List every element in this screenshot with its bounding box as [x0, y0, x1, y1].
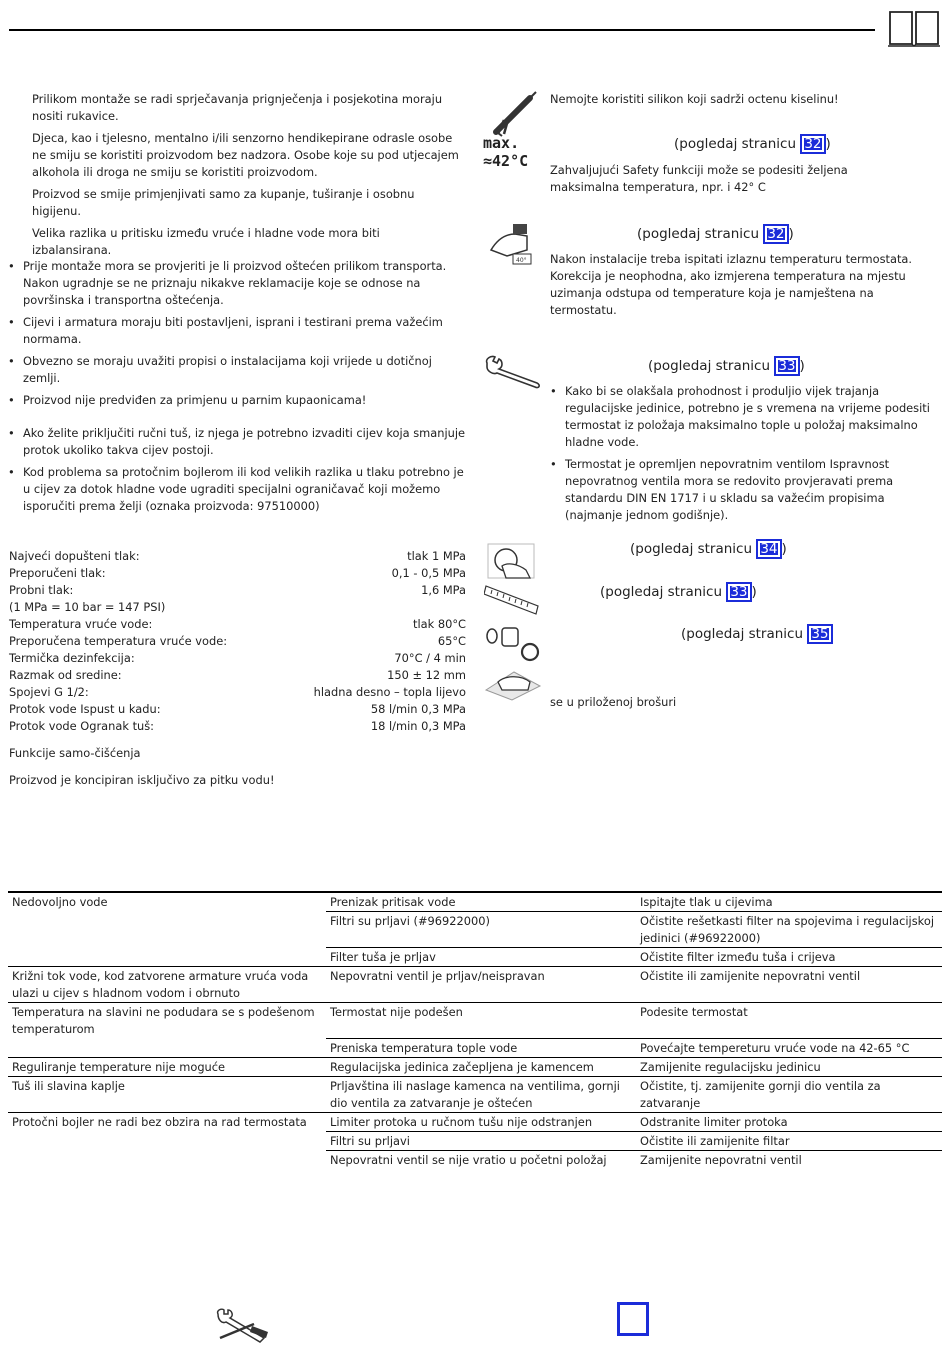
- spec-value: 1,6 MPa: [421, 583, 466, 597]
- spec-value: 18 l/min 0,3 MPa: [370, 719, 466, 733]
- page-ref-text: (pogledaj stranicu: [674, 136, 801, 152]
- safety-function-text: Zahvaljujući Safety funkciji može se podesiti željena maksimalna temperatura, npr. i 42° C: [550, 163, 848, 194]
- tools-icon: [214, 1308, 274, 1348]
- page-ref-number[interactable]: 32: [763, 224, 788, 244]
- table-cell-cause: Filter tuša je prljav: [326, 948, 636, 967]
- max-label: max.: [483, 134, 520, 152]
- drinking-water-text: Proizvod je koncipiran isključivo za pitku vodu!: [9, 773, 275, 787]
- table-cell-cause: Nepovratni ventil se nije vratio u početni položaj: [326, 1151, 636, 1170]
- spec-label: Probni tlak:: [9, 583, 74, 597]
- cleaning-hand-icon: [484, 668, 542, 702]
- table-cell-cause: Filtri su prljavi: [326, 1132, 636, 1151]
- table-cell-fix: Očistite ili zamijenite filtar: [636, 1132, 942, 1151]
- silicone-warning: Nemojte koristiti silikon koji sadrži octenu kiselinu!: [550, 92, 839, 106]
- mounting-bullet: • Prije montaže mora se provjeriti je li proizvod oštećen prilikom transporta. Nakon ugradnje se ne priznaju nikakve reklamacije koje se odnose na površinska i transportna oštećenja.: [8, 258, 466, 309]
- scale-icon: [484, 584, 540, 616]
- table-cell-problem: Križni tok vode, kod zatvorene armature vruća voda ulazi u cijev s hladnom vodom i obrnuto: [8, 967, 326, 1003]
- table-cell-fix: Odstranite limiter protoka: [636, 1113, 942, 1132]
- spec-label: Razmak od sredine:: [9, 668, 122, 682]
- safety-paragraph: Velika razlika u pritisku između vruće i hladne vode mora biti izbalansirana.: [32, 226, 380, 257]
- spec-value: 58 l/min 0,3 MPa: [370, 702, 466, 716]
- spec-row: [9, 684, 466, 701]
- page-ref-number[interactable]: 35: [807, 624, 832, 644]
- table-cell-fix: Očistite ili zamijenite nepovratni ventil: [636, 967, 942, 1003]
- handle-hand-icon: [486, 542, 536, 580]
- page-ref-number[interactable]: 34: [756, 539, 781, 559]
- table-cell-problem: [8, 912, 326, 948]
- page-ref-number[interactable]: 33: [774, 356, 799, 376]
- spec-label: Preporučeni tlak:: [9, 566, 106, 580]
- page-ref-number[interactable]: 32: [800, 134, 825, 154]
- table-cell-cause: Regulacijska jedinica začepljena je kamencem: [326, 1058, 636, 1077]
- spec-row: [9, 616, 466, 633]
- maintenance-bullet: • Kako bi se olakšala prohodnost i produljio vijek trajanja regulacijske jedinice, potrebno je s vremena na vrijeme podesiti termostat iz položaja maksimalno tople u položaj maksimalno hladne vode.: [550, 383, 942, 451]
- table-cell-problem: Protočni bojler ne radi bez obzira na rad termostata: [8, 1113, 326, 1132]
- spec-row: [9, 701, 466, 718]
- book-icon: [886, 8, 942, 48]
- table-cell-problem: Tuš ili slavina kaplje: [8, 1077, 326, 1113]
- brochure-text: se u priloženoj brošuri: [550, 695, 677, 709]
- spec-label: Termička dezinfekcija:: [9, 651, 135, 665]
- silicone-gun-icon: [490, 90, 538, 138]
- mounting-bullet: • Cijevi i armatura moraju biti postavljeni, isprani i testirani prema važećim normama.: [8, 314, 466, 348]
- spec-row: [9, 718, 466, 735]
- safety-section: [32, 91, 462, 264]
- mounting-bullet: • Obvezno se moraju uvažiti propisi o instalacijama koji vrijede u dotičnoj zemlji.: [8, 353, 466, 387]
- table-row: [8, 1113, 942, 1132]
- spec-row: [9, 582, 466, 599]
- spec-label: Protok vode Ogranak tuš:: [9, 719, 155, 733]
- table-cell-fix: Očistite, tj. zamijenite gornji dio ventila za zatvaranje: [636, 1077, 942, 1113]
- safety-paragraph: Proizvod se smije primjenjivati samo za kupanje, tuširanje i osobnu higijenu.: [32, 187, 415, 218]
- table-row: [8, 1003, 942, 1039]
- header-rule: [9, 29, 875, 31]
- spec-value: 65°C: [437, 634, 466, 648]
- spec-row: [9, 565, 466, 582]
- table-cell-fix: Očistite filter između tuša i crijeva: [636, 948, 942, 967]
- spec-row: [9, 599, 466, 616]
- table-row: [8, 1132, 942, 1151]
- table-cell-fix: Očistite rešetkasti filter na spojevima i regulacijskoj jedinici (#96922000): [636, 912, 942, 948]
- parts-icon: [484, 622, 542, 662]
- table-cell-problem: [8, 1039, 326, 1058]
- mounting-bullet: • Proizvod nije predviđen za primjenu u parnim kupaonicama!: [8, 392, 466, 409]
- table-cell-problem: [8, 1151, 326, 1170]
- note-bullet: • Kod problema sa protočnim bojlerom ili kod velikih razlika u tlaku potrebno je u cijev za dotok hladne vode ugraditi specijalni ograničavač koji možemo isporučiti prema želji (oznaka proizvoda: 97510000): [8, 464, 466, 515]
- spec-label: Najveći dopušteni tlak:: [9, 549, 140, 563]
- table-row: [8, 892, 942, 912]
- spec-value: 150 ± 12 mm: [387, 668, 466, 682]
- spec-row: [9, 633, 466, 650]
- spec-value: hladna desno – topla lijevo: [313, 685, 466, 699]
- page-ref-text: (pogledaj stranicu: [600, 584, 727, 600]
- table-row: [8, 1058, 942, 1077]
- table-row: [8, 1039, 942, 1058]
- table-cell-cause: Limiter protoka u ručnom tušu nije odstranjen: [326, 1113, 636, 1132]
- mounting-section: [8, 258, 466, 414]
- spec-value: 0,1 - 0,5 MPa: [391, 566, 466, 580]
- page-ref-text: (pogledaj stranicu: [630, 541, 757, 557]
- wrench-icon: [483, 355, 543, 389]
- page-number-box: [617, 1302, 649, 1336]
- page-ref[interactable]: (pogledaj stranicu 33 ): [600, 584, 757, 600]
- page-ref[interactable]: (pogledaj stranicu 32 ): [637, 226, 794, 242]
- spec-value: tlak 80°C: [413, 617, 466, 631]
- table-cell-problem: Nedovoljno vode: [8, 892, 326, 912]
- table-cell-fix: Podesite termostat: [636, 1003, 942, 1039]
- thermostat-hand-icon: [487, 220, 535, 266]
- spec-label: Preporučena temperatura vruće vode:: [9, 634, 228, 648]
- table-cell-problem: [8, 948, 326, 967]
- table-cell-cause: Filtri su prljavi (#96922000): [326, 912, 636, 948]
- spec-label: Temperatura vruće vode:: [9, 617, 153, 631]
- maintenance-section: [550, 383, 942, 529]
- page-ref-text: (pogledaj stranicu: [681, 626, 808, 642]
- page-ref-text: (pogledaj stranicu: [637, 226, 764, 242]
- page-ref[interactable]: (pogledaj stranicu 32 ): [674, 136, 831, 152]
- table-row: [8, 948, 942, 967]
- table-cell-cause: Nepovratni ventil je prljav/neispravan: [326, 967, 636, 1003]
- table-cell-problem: Temperatura na slavini ne podudara se s podešenom temperaturom: [8, 1003, 326, 1039]
- calibration-text: Nakon instalacije treba ispitati izlaznu temperaturu termostata. Korekcija je neophodna, ako izmjerena temperatura na mjestu uzimanja odstupa od temperature koja je namještena na termostatu.: [550, 252, 913, 317]
- table-cell-fix: Ispitajte tlak u cijevima: [636, 892, 942, 912]
- safety-paragraph: Prilikom montaže se radi sprječavanja prignječenja i posjekotina moraju nositi rukavice.: [32, 92, 443, 123]
- spec-label: Protok vode Ispust u kadu:: [9, 702, 161, 716]
- self-clean-text: Funkcije samo-čišćenja: [9, 746, 141, 760]
- table-row: [8, 1077, 942, 1113]
- spec-list: [9, 548, 466, 735]
- table-row: [8, 1151, 942, 1170]
- page-ref[interactable]: (pogledaj stranicu 33 ): [648, 358, 805, 374]
- safety-paragraph: Djeca, kao i tjelesno, mentalno i/ili senzorno hendikepirane odrasle osobe ne smiju se koristiti proizvodom bez nadzora. Osobe koje su pod utjecajem alkohola ili droga ne smiju se koristiti proizvodom.: [32, 131, 459, 179]
- table-cell-problem: Reguliranje temperature nije moguće: [8, 1058, 326, 1077]
- spec-value: tlak 1 MPa: [407, 549, 466, 563]
- spec-value: 70°C / 4 min: [394, 651, 466, 665]
- spec-row: [9, 548, 466, 565]
- page-ref[interactable]: [681, 624, 833, 644]
- spec-row: [9, 650, 466, 667]
- table-row: [8, 912, 942, 948]
- page-ref-text: (pogledaj stranicu: [648, 358, 775, 374]
- table-cell-cause: Prenizak pritisak vode: [326, 892, 636, 912]
- troubleshooting-table: [8, 891, 942, 1169]
- notes-section: [8, 425, 466, 520]
- table-cell-cause: Termostat nije podešen: [326, 1003, 636, 1039]
- max-temp: ≈42°C: [483, 152, 529, 170]
- table-cell-cause: Prljavština ili naslage kamenca na ventilima, gornji dio ventila za zatvaranje je oštećen: [326, 1077, 636, 1113]
- spec-label: Spojevi G 1/2:: [9, 685, 89, 699]
- table-cell-fix: Zamijenite regulacijsku jedinicu: [636, 1058, 942, 1077]
- spec-row: [9, 667, 466, 684]
- table-cell-problem: [8, 1132, 326, 1151]
- note-bullet: • Ako želite priključiti ručni tuš, iz njega je potrebno izvaditi cijev koja smanjuje protok ukoliko takva cijev postoji.: [8, 425, 466, 459]
- maintenance-bullet: • Termostat je opremljen nepovratnim ventilom Ispravnost nepovratnog ventila mora se redovito provjeravati prema standardu DIN EN 1717 i u skladu sa važećim propisima (najmanje jednom godišnje).: [550, 456, 942, 524]
- page-ref-number[interactable]: 33: [726, 582, 751, 602]
- table-cell-fix: Povećajte tempereturu vruće vode na 42-65 °C: [636, 1039, 942, 1058]
- table-row: [8, 967, 942, 1003]
- table-cell-cause: Preniska temperatura tople vode: [326, 1039, 636, 1058]
- spec-label: (1 MPa = 10 bar = 147 PSI): [9, 600, 166, 614]
- page-ref[interactable]: (pogledaj stranicu 34 ): [630, 541, 787, 557]
- thermo-badge: 40°: [516, 257, 527, 264]
- table-cell-fix: Zamijenite nepovratni ventil: [636, 1151, 942, 1170]
